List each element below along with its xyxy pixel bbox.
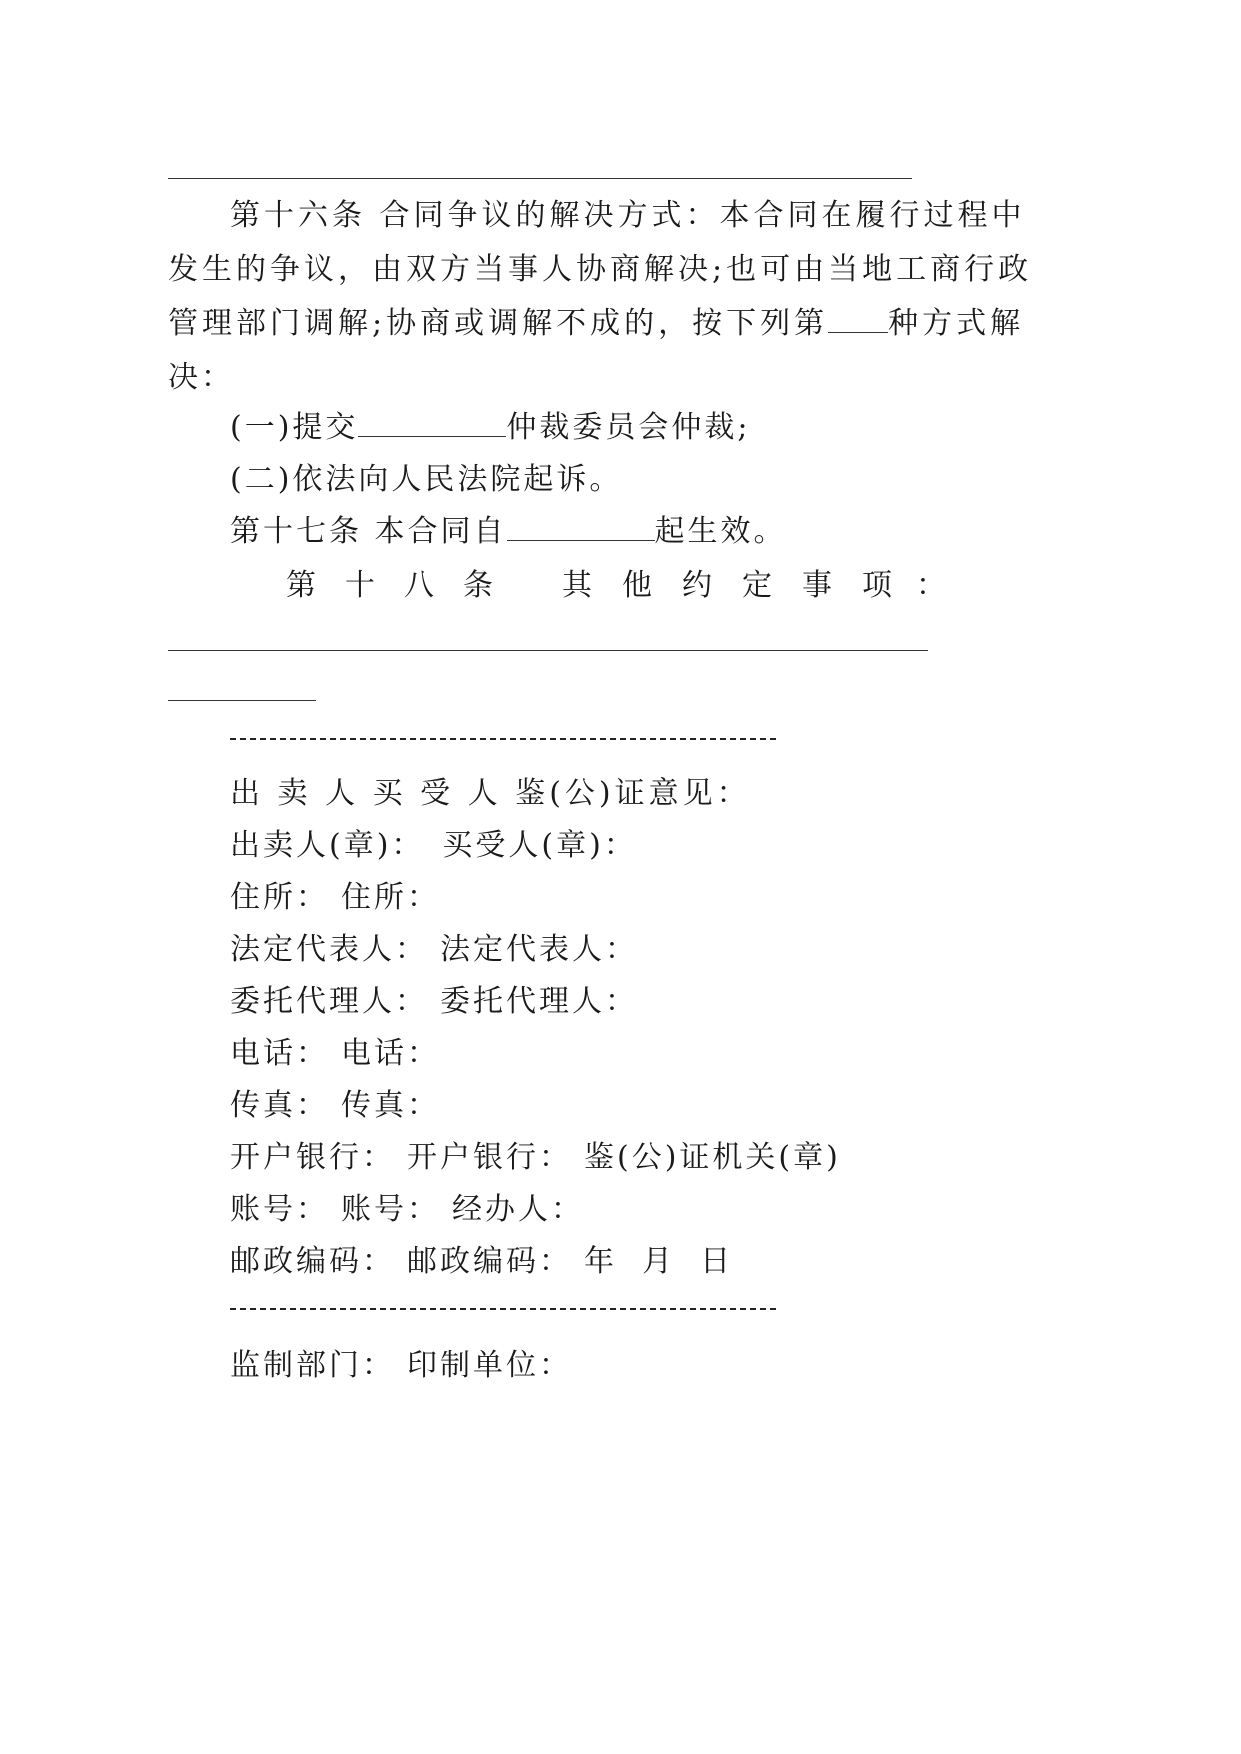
a18-char: 约 bbox=[682, 568, 712, 603]
article16-line3-a: 管理部门调解;协商或调解不成的，按下列第 bbox=[168, 306, 829, 341]
legal-rep-row bbox=[230, 930, 638, 970]
seller-seal-label: 出卖人(章)： bbox=[230, 828, 425, 863]
buyer-phone-label: 电话： bbox=[341, 1036, 440, 1071]
printer-label: 印制单位： bbox=[407, 1348, 572, 1383]
article17 bbox=[230, 512, 787, 552]
article16-line4: 决： bbox=[168, 360, 234, 395]
seller-bank-label: 开户银行： bbox=[230, 1140, 395, 1175]
phone-row bbox=[230, 1034, 440, 1074]
choice-blank bbox=[828, 306, 888, 333]
a18-char: 条 bbox=[463, 568, 493, 603]
handler-label: 经办人： bbox=[452, 1192, 584, 1227]
buyer-address-label: 住所： bbox=[341, 880, 440, 915]
a18-char: 八 bbox=[404, 568, 434, 603]
arbitration-blank bbox=[358, 410, 506, 437]
article17-b: 起生效。 bbox=[654, 514, 787, 549]
article16-line2: 发生的争议，由双方当事人协商解决;也可由当地工商行政 bbox=[168, 252, 1033, 287]
bank-row bbox=[230, 1138, 841, 1178]
seller-account-label: 账号： bbox=[230, 1192, 329, 1227]
buyer-bank-label: 开户银行： bbox=[407, 1140, 572, 1175]
a18-char: 其 bbox=[562, 568, 592, 603]
article16-line3-b: 种方式解 bbox=[888, 306, 1025, 341]
account-row bbox=[230, 1190, 584, 1230]
a18-char: ： bbox=[916, 568, 946, 603]
footer-row bbox=[230, 1346, 572, 1386]
buyer-postcode-label: 邮政编码： bbox=[407, 1244, 572, 1279]
seller-agent-label: 委托代理人： bbox=[230, 984, 428, 1019]
article16-line3 bbox=[168, 304, 1024, 344]
a18-char: 第 bbox=[286, 568, 316, 603]
separator-dashed-2 bbox=[230, 1308, 776, 1310]
option-lawsuit: (二)依法向人民法院起诉。 bbox=[230, 462, 623, 497]
buyer-agent-label: 委托代理人： bbox=[440, 984, 638, 1019]
a18-char: 定 bbox=[742, 568, 772, 603]
seal-row bbox=[230, 826, 637, 866]
buyer-legal-rep-label: 法定代表人： bbox=[440, 932, 638, 967]
seller-address-label: 住所： bbox=[230, 880, 329, 915]
option1-b: 仲裁委员会仲裁; bbox=[506, 410, 751, 445]
effective-date-blank bbox=[507, 514, 655, 541]
notary-seal-label: 鉴(公)证机关(章) bbox=[584, 1140, 841, 1175]
other-terms-rule-2 bbox=[168, 700, 316, 701]
option-arbitration bbox=[230, 408, 751, 448]
a18-char: 十 bbox=[345, 568, 375, 603]
article16-line1: 第十六条 合同争议的解决方式：本合同在履行过程中 bbox=[230, 198, 1026, 233]
buyer-fax-label: 传真： bbox=[341, 1088, 440, 1123]
a18-char: 他 bbox=[622, 568, 652, 603]
top-rule bbox=[168, 178, 912, 179]
supervisor-label: 监制部门： bbox=[230, 1348, 395, 1383]
seller-legal-rep-label: 法定代表人： bbox=[230, 932, 428, 967]
option1-a: (一)提交 bbox=[230, 410, 359, 445]
agent-row bbox=[230, 982, 638, 1022]
buyer-seal-label: 买受人(章)： bbox=[442, 828, 637, 863]
a18-char: 事 bbox=[802, 568, 832, 603]
signature-header: 出 卖 人 买 受 人 鉴(公)证意见： bbox=[230, 776, 751, 811]
a18-char: 项 bbox=[862, 568, 892, 603]
fax-row bbox=[230, 1086, 440, 1126]
date-label: 年 月 日 bbox=[584, 1244, 734, 1279]
seller-fax-label: 传真： bbox=[230, 1088, 329, 1123]
buyer-account-label: 账号： bbox=[341, 1192, 440, 1227]
separator-dashed-1 bbox=[230, 738, 776, 740]
seller-phone-label: 电话： bbox=[230, 1036, 329, 1071]
postcode-row bbox=[230, 1242, 733, 1282]
seller-postcode-label: 邮政编码： bbox=[230, 1244, 395, 1279]
article17-a: 第十七条 本合同自 bbox=[230, 514, 507, 549]
other-terms-rule-1 bbox=[168, 650, 928, 651]
address-row bbox=[230, 878, 440, 918]
